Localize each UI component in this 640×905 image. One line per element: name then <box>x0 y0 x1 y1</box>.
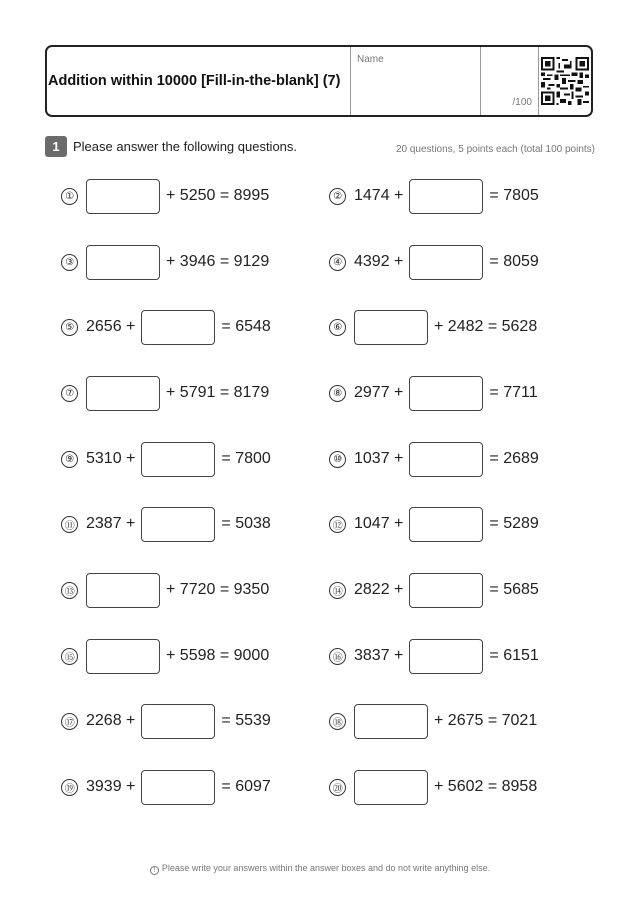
augend: 4392 <box>354 253 390 270</box>
plus-sign: + <box>389 581 404 598</box>
equals-sign: = <box>215 187 234 204</box>
answer-box[interactable] <box>141 704 215 739</box>
section-scoring-info: 20 questions, 5 points each (total 100 points) <box>395 144 595 155</box>
plus-sign: + <box>121 450 136 467</box>
name-field[interactable] <box>351 47 481 115</box>
answer-box[interactable] <box>409 245 483 280</box>
sum: 7800 <box>235 450 271 467</box>
sum: 6151 <box>503 647 539 664</box>
problem-item <box>61 572 269 608</box>
plus-sign: + <box>389 450 404 467</box>
equals-sign: = <box>215 647 234 664</box>
augend: 2268 <box>86 712 122 729</box>
equals-sign: = <box>215 384 234 401</box>
sum: 9129 <box>233 253 270 270</box>
equals-sign: = <box>483 712 502 729</box>
answer-box[interactable] <box>409 442 483 477</box>
answer-box[interactable] <box>86 179 160 214</box>
equals-sign: = <box>215 253 234 270</box>
info-icon: ! <box>150 866 159 875</box>
answer-box[interactable] <box>86 573 160 608</box>
problem-item <box>61 244 269 280</box>
footer-note <box>0 863 640 875</box>
problem-item <box>329 506 539 542</box>
problem-number: ⑩ <box>329 451 346 468</box>
plus-sign: + <box>166 253 180 270</box>
augend: 2977 <box>354 384 390 401</box>
equals-sign: = <box>489 581 504 598</box>
answer-box[interactable] <box>86 245 160 280</box>
problem-item <box>329 769 537 805</box>
equals-sign: = <box>489 450 504 467</box>
title-cell <box>47 47 351 115</box>
section-header <box>45 136 595 158</box>
answer-box[interactable] <box>141 310 215 345</box>
problem-item <box>61 769 271 805</box>
problem-item <box>329 638 539 674</box>
problem-number: ⑲ <box>61 779 78 796</box>
problem-item <box>329 309 537 345</box>
sum: 6097 <box>235 778 271 795</box>
augend: 1047 <box>354 515 390 532</box>
problem-number: ⑪ <box>61 516 78 533</box>
equals-sign: = <box>221 712 236 729</box>
problem-number: ⑯ <box>329 648 346 665</box>
plus-sign: + <box>434 778 448 795</box>
plus-sign: + <box>389 515 404 532</box>
problem-item <box>61 638 269 674</box>
augend: 3939 <box>86 778 122 795</box>
problem-number: ⑬ <box>61 582 78 599</box>
sum: 5289 <box>503 515 539 532</box>
section-number-badge: 1 <box>45 136 67 157</box>
answer-box[interactable] <box>409 507 483 542</box>
worksheet-header <box>45 45 593 117</box>
problem-item <box>61 178 269 214</box>
plus-sign: + <box>389 253 404 270</box>
score-field <box>481 47 539 115</box>
equals-sign: = <box>221 778 236 795</box>
sum: 8059 <box>503 253 539 270</box>
problem-item <box>61 703 271 739</box>
problem-number: ④ <box>329 254 346 271</box>
sum: 9350 <box>233 581 270 598</box>
equals-sign: = <box>489 384 504 401</box>
answer-box[interactable] <box>354 310 428 345</box>
augend: 5310 <box>86 450 122 467</box>
plus-sign: + <box>166 647 180 664</box>
equals-sign: = <box>221 515 236 532</box>
plus-sign: + <box>434 712 448 729</box>
equals-sign: = <box>483 778 502 795</box>
sum: 6548 <box>235 318 271 335</box>
problem-item <box>61 506 271 542</box>
problem-number: ② <box>329 188 346 205</box>
plus-sign: + <box>389 647 404 664</box>
answer-box[interactable] <box>141 770 215 805</box>
qr-cell <box>539 47 591 115</box>
sum: 8179 <box>233 384 270 401</box>
plus-sign: + <box>121 712 136 729</box>
addend: 5598 <box>179 647 216 664</box>
plus-sign: + <box>389 187 404 204</box>
addend: 7720 <box>179 581 216 598</box>
sum: 9000 <box>233 647 270 664</box>
equals-sign: = <box>215 581 234 598</box>
problem-item <box>329 375 538 411</box>
problem-number: ⑮ <box>61 648 78 665</box>
addend: 3946 <box>179 253 216 270</box>
qr-code-icon <box>541 57 589 105</box>
augend: 2822 <box>354 581 390 598</box>
problem-item <box>329 441 539 477</box>
sum: 2689 <box>503 450 539 467</box>
problem-number: ⑤ <box>61 319 78 336</box>
problem-number: ⑰ <box>61 713 78 730</box>
answer-box[interactable] <box>409 376 483 411</box>
problem-number: ⑱ <box>329 713 346 730</box>
plus-sign: + <box>121 318 136 335</box>
answer-box[interactable] <box>86 376 160 411</box>
plus-sign: + <box>166 581 180 598</box>
augend: 2656 <box>86 318 122 335</box>
plus-sign: + <box>121 515 136 532</box>
problem-number: ⑭ <box>329 582 346 599</box>
addend: 5791 <box>179 384 216 401</box>
answer-box[interactable] <box>409 573 483 608</box>
problem-number: ① <box>61 188 78 205</box>
sum: 8958 <box>501 778 538 795</box>
problem-number: ⑥ <box>329 319 346 336</box>
answer-box[interactable] <box>141 442 215 477</box>
addend: 5250 <box>179 187 216 204</box>
plus-sign: + <box>166 187 180 204</box>
augend: 1474 <box>354 187 390 204</box>
problem-number: ⑦ <box>61 385 78 402</box>
section-instruction: Please answer the following questions. <box>73 139 298 154</box>
sum: 5038 <box>235 515 271 532</box>
answer-box[interactable] <box>86 639 160 674</box>
sum: 5539 <box>235 712 271 729</box>
augend: 1037 <box>354 450 390 467</box>
answer-box[interactable] <box>141 507 215 542</box>
plus-sign: + <box>389 384 404 401</box>
plus-sign: + <box>121 778 136 795</box>
problem-number: ⑳ <box>329 779 346 796</box>
name-label: Name <box>357 54 384 65</box>
answer-box[interactable] <box>409 179 483 214</box>
addend: 2482 <box>447 318 484 335</box>
answer-box[interactable] <box>354 770 428 805</box>
equals-sign: = <box>221 318 236 335</box>
score-label: /100 <box>512 97 532 108</box>
equals-sign: = <box>489 187 504 204</box>
answer-box[interactable] <box>409 639 483 674</box>
footer-text: Please write your answers within the answer boxes and do not write anything else. <box>161 863 491 873</box>
problem-item <box>329 244 539 280</box>
problem-item <box>61 375 269 411</box>
problem-number: ⑫ <box>329 516 346 533</box>
sum: 7805 <box>503 187 539 204</box>
problem-number: ③ <box>61 254 78 271</box>
sum: 5685 <box>503 581 539 598</box>
problem-item <box>329 178 539 214</box>
equals-sign: = <box>483 318 502 335</box>
sum: 8995 <box>233 187 270 204</box>
equals-sign: = <box>221 450 236 467</box>
problem-item <box>61 309 271 345</box>
sum: 7711 <box>503 384 538 401</box>
equals-sign: = <box>489 253 504 270</box>
sum: 5628 <box>501 318 538 335</box>
equals-sign: = <box>489 647 504 664</box>
plus-sign: + <box>434 318 448 335</box>
plus-sign: + <box>166 384 180 401</box>
problem-item <box>329 703 537 739</box>
worksheet-title: Addition within 10000 [Fill-in-the-blank] (7) <box>48 73 341 89</box>
answer-box[interactable] <box>354 704 428 739</box>
addend: 5602 <box>447 778 484 795</box>
addend: 2675 <box>447 712 484 729</box>
problem-item <box>61 441 271 477</box>
equals-sign: = <box>489 515 504 532</box>
problem-item <box>329 572 539 608</box>
problem-number: ⑨ <box>61 451 78 468</box>
augend: 3837 <box>354 647 390 664</box>
sum: 7021 <box>501 712 538 729</box>
problem-number: ⑧ <box>329 385 346 402</box>
augend: 2387 <box>86 515 122 532</box>
